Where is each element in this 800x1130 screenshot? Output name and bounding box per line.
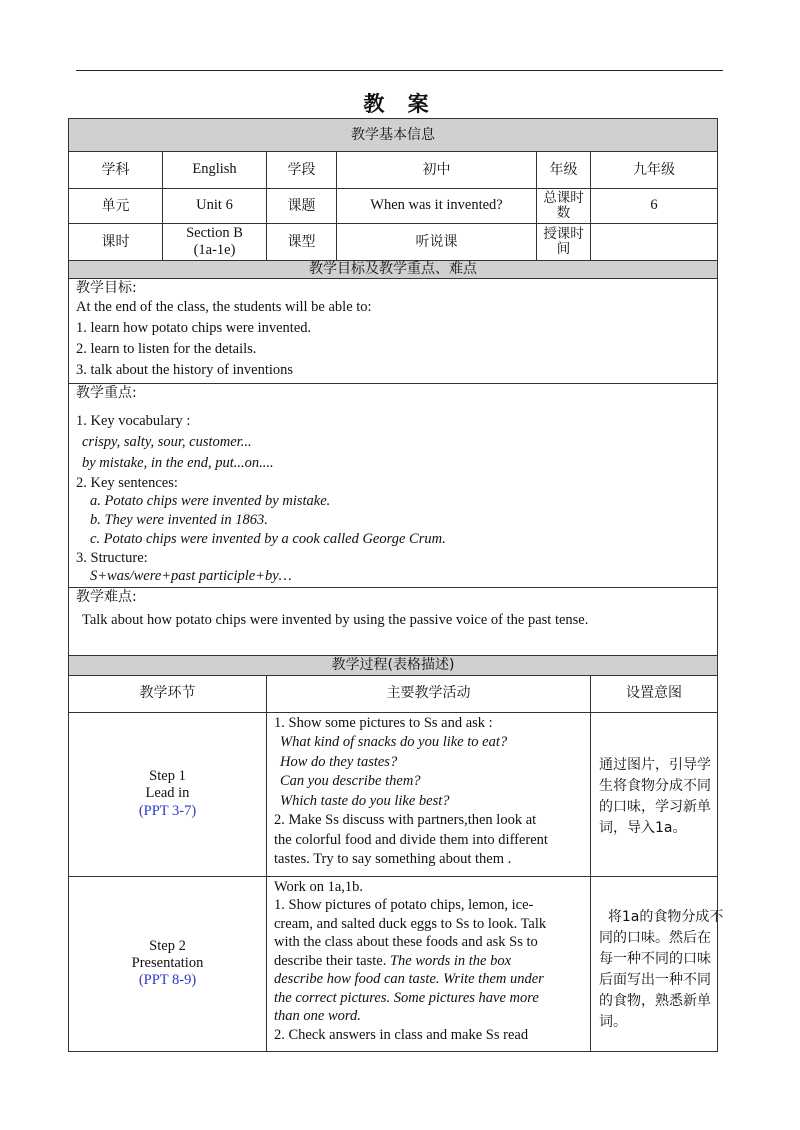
step-1-name: Step 1 [149,768,186,784]
step-2-activity [267,876,591,1051]
difficult-points-text: Talk about how potato chips were invented by using the passive voice of the past tense. [82,612,589,629]
document-title: 教 案 [363,92,437,116]
step-2-purpose [591,876,724,1051]
type-label: 课型 [267,224,337,261]
activity-question: Can you describe them? [280,773,421,790]
key-vocab-line: crispy, salty, sour, customer... [82,433,252,450]
goal-line: 1. learn how potato chips were invented. [76,319,312,336]
stage-value: 初中 [337,152,537,189]
step-2-title: Presentation [131,954,204,971]
objectives-header: 教学目标及教学重点、难点 [69,261,718,279]
purpose-line: 同的口味。然后在 [599,929,711,946]
key-sentence: c. Potato chips were invented by a cook called George Crum. [90,530,446,547]
total-periods-value: 6 [591,189,718,224]
activity-question: How do they tastes? [280,753,398,770]
activity-text: describe their taste. [274,952,387,969]
period-line-2: (1a-1e) [193,242,236,258]
unit-label: 单元 [69,189,163,224]
step-1-title: Lead in [145,785,190,802]
stage-label: 学段 [267,152,337,189]
structure-title: 3. Structure: [76,549,148,566]
activity-question: Which taste do you like best? [280,792,450,809]
key-points-label: 教学重点: [76,384,137,401]
activity-line-mixed [274,952,583,971]
activity-line: Work on 1a,1b. [274,878,364,895]
activity-line: tastes. Try to say something about them . [274,851,512,868]
activity-instruction: The words in the box [389,952,512,969]
activity-line: 1. Show some pictures to Ss and ask : [274,714,493,731]
purpose-line: 生将食物分成不同 [599,777,711,794]
subject-label: 学科 [69,152,163,189]
activity-instruction: than one word. [274,1008,361,1025]
key-sentence: a. Potato chips were invented by mistake. [90,492,331,509]
grade-label: 年级 [537,152,591,189]
purpose-line: 的食物，熟悉新单 [599,992,711,1009]
time-label: 授课时间 [537,224,591,261]
purpose-line: 每一种不同的口味 [599,950,711,967]
difficult-points-label: 教学难点: [76,588,137,605]
structure-formula: S+was/were+past participle+by… [90,567,292,584]
period-value [163,224,267,261]
step-2-name: Step 2 [149,937,186,954]
basic-info-header: 教学基本信息 [69,119,718,152]
activity-instruction: describe how food can taste. Write them under [274,971,544,988]
step-1-purpose [591,712,718,876]
activity-question: What kind of snacks do you like to eat? [280,734,508,751]
activity-instruction: the correct pictures. Some pictures have more [274,989,539,1006]
total-periods-label: 总课时数 [537,189,591,224]
activity-line: 2. Make Ss discuss with partners,then look at [274,812,537,829]
difficult-points-cell [69,587,718,655]
step-1-activity [267,712,591,876]
goal-line: 2. learn to listen for the details. [76,340,257,357]
key-vocab-title: 1. Key vocabulary : [76,412,191,429]
unit-value: Unit 6 [163,189,267,224]
period-label: 课时 [69,224,163,261]
purpose-line: 词，导入1a。 [599,819,687,836]
period-line-1: Section B [186,224,243,241]
key-vocab-line: by mistake, in the end, put...on.... [82,454,274,471]
step-2-cell [69,876,267,1051]
goal-line: 3. talk about the history of inventions [76,361,294,378]
time-value [591,224,718,261]
goals-label: 教学目标: [76,280,137,296]
step-1-cell [69,712,267,876]
column-header-activity: 主要教学活动 [267,675,591,712]
type-value: 听说课 [337,224,537,261]
activity-line: 2. Check answers in class and make Ss read [274,1026,529,1043]
topic-label: 课题 [267,189,337,224]
purpose-line: 的口味，学习新单 [599,798,711,815]
purpose-line: 将1a的食物分成不 [599,908,724,925]
header-rule [76,70,723,71]
topic-value: When was it invented? [337,189,537,224]
column-header-step: 教学环节 [69,675,267,712]
goals-cell [69,279,718,384]
key-sentences-title: 2. Key sentences: [76,474,178,491]
purpose-line: 后面写出一种不同 [599,971,711,988]
subject-value: English [163,152,267,189]
key-points-cell [69,383,718,587]
activity-line: cream, and salted duck eggs to Ss to look. Talk [274,915,547,932]
activity-line: 1. Show pictures of potato chips, lemon, ice- [274,897,534,914]
process-header: 教学过程(表格描述) [69,655,718,675]
key-sentence: b. They were invented in 1863. [90,511,268,528]
grade-value: 九年级 [591,152,718,189]
activity-line: with the class about these foods and ask Ss to [274,934,538,951]
step-1-ppt-ref: (PPT 3-7) [138,802,197,819]
purpose-line: 通过图片，引导学 [599,756,711,773]
column-header-purpose: 设置意图 [591,675,718,712]
lesson-plan-table [68,118,724,1052]
goal-line: At the end of the class, the students will be able to: [76,298,372,315]
activity-line: the colorful food and divide them into different [274,831,548,848]
purpose-line: 词。 [599,1013,627,1030]
step-2-ppt-ref: (PPT 8-9) [138,972,197,989]
